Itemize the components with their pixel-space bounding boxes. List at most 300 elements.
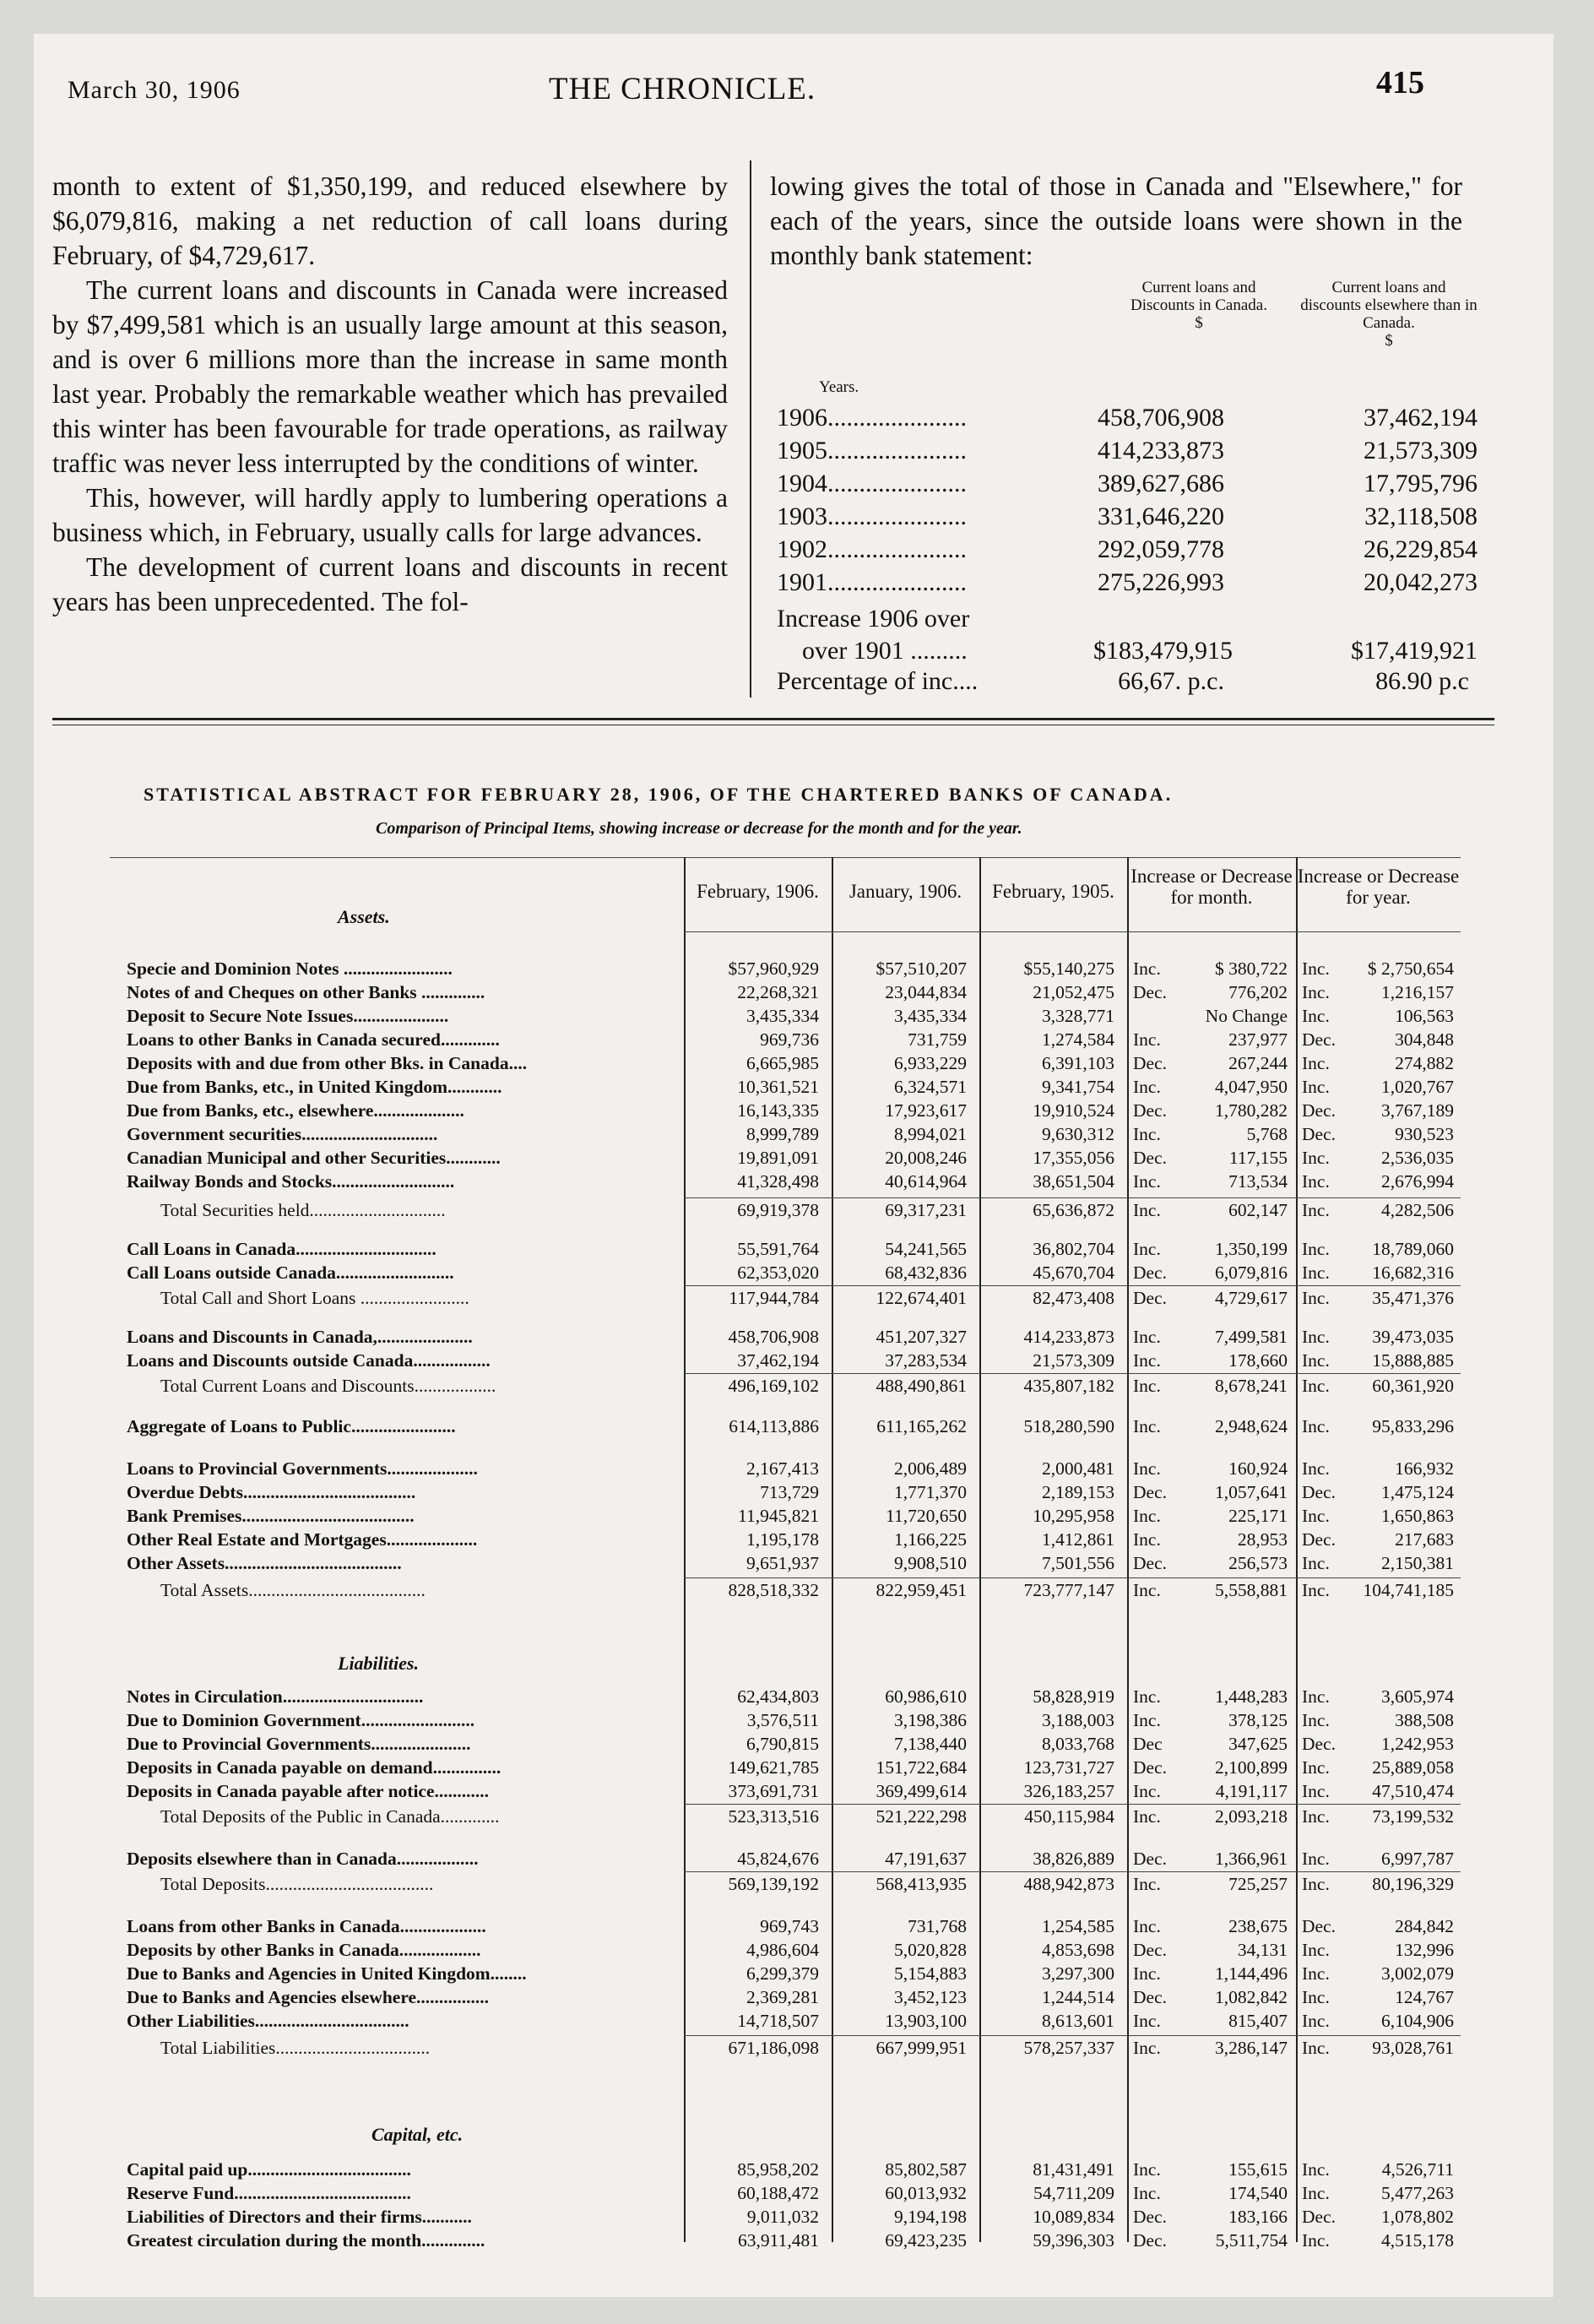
feb-1906-value: 2,369,281 [746,1987,819,2007]
year-change-value: 284,842 [1395,1916,1454,1936]
month-change-value: 8,678,241 [1215,1376,1288,1396]
year-change-type: Inc. [1302,1806,1330,1827]
right-column-text [770,169,1462,273]
year-change-type: Inc. [1302,1710,1330,1730]
table-row [110,1710,1461,1733]
feb-1906-value: 85,958,202 [737,2159,819,2180]
feb-1905-value: 3,297,300 [1042,1963,1114,1984]
row-label: Aggregate of Loans to Public....................... [127,1416,456,1436]
increase-label: Increase 1906 over [777,605,970,633]
year-change-value: 274,882 [1395,1053,1454,1073]
col-header-feb-1906: February, 1906. [697,881,819,902]
table-row [110,1940,1461,1963]
total-rule [684,2035,1461,2036]
percentage-label: Percentage of inc.... [777,667,979,695]
percentage-elsewhere: 86.90 p.c [1375,667,1469,695]
row-label: Reserve Fund....................................... [127,2183,411,2203]
year-change-value: 4,515,178 [1381,2230,1454,2251]
month-change-type: Inc. [1133,1029,1161,1050]
total-rule [684,1804,1461,1805]
canada-value: 458,706,908 [1098,404,1224,432]
jan-1906-value: 68,432,836 [885,1262,967,1283]
jan-1906-value: 47,191,637 [885,1849,967,1869]
month-change-value: 776,202 [1228,982,1288,1002]
feb-1905-value: 65,636,872 [1033,1200,1114,1220]
feb-1905-value: 8,033,768 [1042,1734,1114,1754]
col-header-month-change: Increase or Decrease for month. [1130,866,1293,908]
year-change-value: 132,996 [1395,1940,1454,1960]
year-change-type: Inc. [1302,2011,1330,2031]
month-change-value: 237,977 [1228,1029,1288,1050]
publication-title: THE CHRONICLE. [549,72,816,106]
row-label: Other Liabilities.................................. [127,2011,409,2031]
table-row [110,1100,1461,1123]
year-change-type: Inc. [1302,1416,1330,1436]
page-number: 415 [1376,65,1424,100]
jan-1906-value: 85,802,587 [885,2159,967,2180]
month-change-value: 5,768 [1246,1124,1288,1144]
total-rule [684,1373,1461,1374]
year-change-type: Dec. [1302,2207,1336,2227]
month-change-value: 117,155 [1228,1148,1288,1168]
month-change-value: 174,540 [1228,2183,1288,2203]
year-change-type: Inc. [1302,2183,1330,2203]
feb-1906-value: 496,169,102 [728,1376,819,1396]
table-row [110,1916,1461,1939]
year-change-type: Inc. [1302,1987,1330,2007]
feb-1906-value: 969,743 [760,1916,819,1936]
month-change-type: Inc. [1133,1171,1161,1192]
elsewhere-value: 26,229,854 [1364,535,1477,563]
feb-1905-value: 414,233,873 [1023,1327,1114,1347]
feb-1905-value: 54,711,209 [1033,2183,1114,2203]
row-label: Bank Premises...................................... [127,1506,415,1526]
month-change-value: 155,615 [1228,2159,1288,2180]
row-label: Total Deposits..................................... [160,1874,434,1894]
feb-1906-value: 11,945,821 [738,1506,819,1526]
canada-value: 331,646,220 [1098,502,1224,530]
feb-1905-value: 518,280,590 [1023,1416,1114,1436]
feb-1905-value: 326,183,257 [1023,1781,1114,1801]
jan-1906-value: 3,198,386 [894,1710,967,1730]
feb-1905-value: 21,052,475 [1033,982,1114,1002]
feb-1906-value: 523,313,516 [728,1806,819,1827]
month-change-type: Inc. [1133,1806,1161,1827]
year-change-value: 2,150,381 [1381,1553,1454,1573]
elsewhere-value: 17,795,796 [1364,470,1477,497]
header-text: Current loans and Discounts in Canada. [1130,279,1267,314]
year-change-value: 4,282,506 [1381,1200,1454,1220]
row-label: Total Assets....................................... [160,1580,426,1600]
year-label: 1904...................... [777,470,967,497]
year-change-value: 5,477,263 [1381,2183,1454,2203]
jan-1906-value: 1,166,225 [894,1529,967,1550]
month-change-type: Dec. [1133,1553,1167,1573]
month-change-value: 267,244 [1228,1053,1288,1073]
canada-value: 414,233,873 [1098,437,1224,464]
year-change-type: Inc. [1302,1200,1330,1220]
year-change-type: Inc. [1302,1849,1330,1869]
month-change-type: Dec. [1133,2230,1167,2251]
year-change-type: Dec. [1302,1029,1336,1050]
feb-1906-value: 2,167,413 [746,1458,819,1479]
col-header-jan-1906: January, 1906. [849,881,962,902]
unit-symbol: $ [1195,314,1203,332]
unit-symbol: $ [1385,332,1393,350]
feb-1905-value: 19,910,524 [1033,1100,1114,1121]
table-row [110,1124,1461,1147]
year-change-value: 35,471,376 [1372,1288,1454,1308]
section-liabilities: Liabilities. [338,1653,419,1674]
increase-label: over 1901 ......... [802,637,968,665]
feb-1906-value: 713,729 [760,1482,819,1502]
years-header-row [777,378,1477,400]
month-change-value: 238,675 [1228,1916,1288,1936]
month-change-value: 1,350,199 [1215,1239,1288,1259]
left-column-text [52,169,728,619]
col-header-year-change: Increase or Decrease for year. [1297,866,1460,908]
month-change-value: $ 380,722 [1215,958,1288,979]
feb-1905-value: 38,826,889 [1033,1849,1114,1869]
row-label: Liabilities of Directors and their firms........... [127,2207,472,2227]
row-label: Total Call and Short Loans ........................ [160,1288,469,1308]
year-change-type: Inc. [1302,2230,1330,2251]
year-change-value: 124,767 [1395,1987,1454,2007]
month-change-type: Dec [1133,1734,1163,1754]
feb-1906-value: 6,299,379 [746,1963,819,1984]
feb-1906-value: 1,195,178 [746,1529,819,1550]
month-change-type: Inc. [1133,1916,1161,1936]
feb-1906-value: 3,576,511 [746,1710,819,1730]
row-label: Total Current Loans and Discounts.................. [160,1376,496,1396]
feb-1905-value: 3,328,771 [1042,1006,1114,1026]
year-change-type: Inc. [1302,1148,1330,1168]
table-row [110,1327,1461,1349]
month-change-value: 160,924 [1228,1458,1288,1479]
table-row [110,1529,1461,1552]
feb-1906-value: 62,434,803 [737,1686,819,1707]
month-change-type: Dec. [1133,2207,1167,2227]
row-label: Call Loans in Canada............................... [127,1239,436,1259]
year-change-value: 930,523 [1395,1124,1454,1144]
month-change-type: Dec. [1133,1053,1167,1073]
feb-1906-value: 9,651,937 [746,1553,819,1573]
month-change-type: Inc. [1133,2183,1161,2203]
increase-canada: $183,479,915 [1093,637,1233,665]
jan-1906-value: 9,908,510 [894,1553,967,1573]
feb-1906-value: 37,462,194 [737,1350,819,1371]
table-row [110,1006,1461,1029]
feb-1906-value: 22,268,321 [737,982,819,1002]
feb-1905-value: 82,473,408 [1033,1288,1114,1308]
year-change-value: 106,563 [1395,1006,1454,1026]
table-row [110,1288,1461,1311]
month-change-type: Inc. [1133,1416,1161,1436]
feb-1905-value: 435,807,182 [1023,1376,1114,1396]
table-row [110,2207,1461,2229]
feb-1906-value: 6,665,985 [746,1053,819,1073]
feb-1906-value: 614,113,886 [729,1416,819,1436]
month-change-type: Inc. [1133,1529,1161,1550]
feb-1905-value: 2,189,153 [1042,1482,1114,1502]
month-change-type: Inc. [1133,1506,1161,1526]
table-row [110,1262,1461,1285]
jan-1906-value: 69,423,235 [885,2230,967,2251]
year-change-value: 95,833,296 [1372,1416,1454,1436]
percentage-canada: 66,67. p.c. [1118,667,1224,695]
month-change-value: 713,534 [1228,1171,1288,1192]
jan-1906-value: 2,006,489 [894,1458,967,1479]
jan-1906-value: 8,994,021 [894,1124,967,1144]
feb-1905-value: 9,630,312 [1042,1124,1114,1144]
year-change-type: Inc. [1302,1781,1330,1801]
month-change-type: Inc. [1133,1781,1161,1801]
jan-1906-value: 151,722,684 [876,1757,967,1778]
month-change-type: Inc. [1133,1239,1161,1259]
year-change-type: Dec. [1302,1529,1336,1550]
jan-1906-value: 568,413,935 [876,1874,967,1894]
year-change-value: 80,196,329 [1372,1874,1454,1894]
month-change-value: 1,448,283 [1215,1686,1288,1707]
feb-1905-value: 9,341,754 [1042,1077,1114,1097]
header-text: Current loans and discounts elsewhere than in Canada. [1300,279,1477,332]
year-change-type: Inc. [1302,1053,1330,1073]
jan-1906-value: 5,020,828 [894,1940,967,1960]
table-row [110,1077,1461,1100]
row-label: Deposits by other Banks in Canada.................. [127,1940,481,1960]
total-rule [684,1197,1461,1198]
column-divider [750,160,751,698]
canada-column-header [1114,279,1283,332]
jan-1906-value: 7,138,440 [894,1734,967,1754]
jan-1906-value: 69,317,231 [885,1200,967,1220]
month-change-type: Inc. [1133,1874,1161,1894]
month-change-type: Dec. [1133,1148,1167,1168]
canada-value: 275,226,993 [1098,568,1224,596]
year-change-type: Inc. [1302,1350,1330,1371]
feb-1906-value: 458,706,908 [728,1327,819,1347]
row-label: Greatest circulation during the month.............. [127,2230,485,2251]
jan-1906-value: 23,044,834 [885,982,967,1002]
jan-1906-value: 37,283,534 [885,1350,967,1371]
feb-1905-value: 10,089,834 [1033,2207,1114,2227]
year-change-value: 2,536,035 [1381,1148,1454,1168]
years-label: Years. [819,378,859,396]
row-label: Notes of and Cheques on other Banks .............. [127,982,485,1002]
total-rule [684,1577,1461,1578]
feb-1906-value: 3,435,334 [746,1006,819,1026]
table-row [110,1580,1461,1603]
feb-1905-value: 3,188,003 [1042,1710,1114,1730]
feb-1906-value: 60,188,472 [737,2183,819,2203]
year-change-value: 2,676,994 [1381,1171,1454,1192]
jan-1906-value: 731,759 [908,1029,967,1050]
feb-1905-value: 17,355,056 [1033,1148,1114,1168]
feb-1906-value: 117,944,784 [729,1288,819,1308]
month-change-value: 225,171 [1228,1506,1288,1526]
jan-1906-value: 1,771,370 [894,1482,967,1502]
jan-1906-value: 9,194,198 [894,2207,967,2227]
feb-1905-value: 1,412,861 [1042,1529,1114,1550]
month-change-value: 347,625 [1228,1734,1288,1754]
row-label: Due to Dominion Government......................... [127,1710,475,1730]
year-change-value: 25,889,058 [1372,1757,1454,1778]
month-change-type: Inc. [1133,1124,1161,1144]
month-change-type: Dec. [1133,982,1167,1002]
feb-1905-value: 723,777,147 [1023,1580,1114,1600]
month-change-value: 378,125 [1228,1710,1288,1730]
feb-1905-value: 4,853,698 [1042,1940,1114,1960]
year-change-type: Inc. [1302,1458,1330,1479]
table-row [110,1757,1461,1780]
year-change-value: 15,888,885 [1372,1350,1454,1371]
year-label: 1901...................... [777,568,967,596]
month-change-value: 6,079,816 [1215,1262,1288,1283]
jan-1906-value: 5,154,883 [894,1963,967,1984]
year-change-value: 93,028,761 [1372,2038,1454,2058]
percentage-row [777,667,1477,701]
year-label: 1902...................... [777,535,967,563]
year-row [777,568,1477,602]
feb-1906-value: 828,518,332 [728,1580,819,1600]
month-change-value: 178,660 [1228,1350,1288,1371]
increase-row-values [777,637,1477,671]
table-row [110,1350,1461,1373]
jan-1906-value: 369,499,614 [876,1781,967,1801]
table-row [110,1171,1461,1194]
year-change-type: Inc. [1302,1506,1330,1526]
month-change-type: Inc. [1133,1963,1161,1984]
year-change-value: 104,741,185 [1363,1580,1454,1600]
month-change-value: 256,573 [1228,1553,1288,1573]
year-change-type: Dec. [1302,1734,1336,1754]
month-change-type: Inc. [1133,1327,1161,1347]
jan-1906-value: 122,674,401 [876,1288,967,1308]
row-label: Deposits in Canada payable on demand............... [127,1757,502,1778]
year-change-value: 304,848 [1395,1029,1454,1050]
page-date: March 30, 1906 [68,76,241,104]
feb-1906-value: 149,621,785 [728,1757,819,1778]
feb-1905-value: 45,670,704 [1033,1262,1114,1283]
year-change-type: Inc. [1302,1376,1330,1396]
jan-1906-value: 822,959,451 [876,1580,967,1600]
year-row [777,470,1477,503]
row-label: Deposits in Canada payable after notice............ [127,1781,490,1801]
year-change-value: 1,475,124 [1381,1482,1454,1502]
month-change-type: Inc. [1133,1458,1161,1479]
jan-1906-value: 60,013,932 [885,2183,967,2203]
year-label: 1905...................... [777,437,967,464]
row-label: Total Securities held.............................. [160,1200,446,1220]
jan-1906-value: 54,241,565 [885,1239,967,1259]
jan-1906-value: 488,490,861 [876,1376,967,1396]
year-change-value: 18,789,060 [1372,1239,1454,1259]
feb-1906-value: 4,986,604 [746,1940,819,1960]
jan-1906-value: 3,452,123 [894,1987,967,2007]
year-label: 1903...................... [777,502,967,530]
year-change-value: 1,216,157 [1381,982,1454,1002]
jan-1906-value: 451,207,327 [876,1327,967,1347]
year-change-type: Inc. [1302,1580,1330,1600]
year-change-type: Inc. [1302,1686,1330,1707]
feb-1905-value: 7,501,556 [1042,1553,1114,1573]
month-change-type: Inc. [1133,2159,1161,2180]
year-label: 1906...................... [777,404,967,432]
table-row [110,1029,1461,1052]
table-row [110,982,1461,1005]
section-rule [52,718,1494,720]
row-label: Due to Banks and Agencies elsewhere................ [127,1987,490,2007]
feb-1905-value: $55,140,275 [1023,958,1114,979]
row-label: Deposits elsewhere than in Canada.................. [127,1849,479,1869]
row-label: Loans and Discounts in Canada,..................... [127,1327,473,1347]
year-change-type: Dec. [1302,1482,1336,1502]
row-label: Due from Banks, etc., elsewhere.................... [127,1100,464,1121]
month-change-type: Dec. [1133,1849,1167,1869]
year-change-type: Inc. [1302,1262,1330,1283]
month-change-value: 1,057,641 [1215,1482,1288,1502]
table-row [110,1806,1461,1829]
feb-1906-value: 373,691,731 [728,1781,819,1801]
feb-1905-value: 578,257,337 [1023,2038,1114,2058]
month-change-value: 1,082,842 [1215,1987,1288,2007]
year-change-type: Inc. [1302,1940,1330,1960]
month-change-value: 5,511,754 [1215,2230,1288,2251]
month-change-type: Dec. [1133,1757,1167,1778]
total-rule [684,1871,1461,1872]
jan-1906-value: 611,165,262 [876,1416,967,1436]
month-change-type: Dec. [1133,1288,1167,1308]
feb-1905-value: 81,431,491 [1033,2159,1114,2180]
row-label: Canadian Municipal and other Securities............ [127,1148,501,1168]
abstract-table [110,857,1461,2251]
table-row [110,1200,1461,1223]
row-label: Call Loans outside Canada.......................... [127,1262,454,1283]
elsewhere-column-header [1300,279,1477,350]
increase-elsewhere: $17,419,921 [1351,637,1477,665]
jan-1906-value: 13,903,100 [885,2011,967,2031]
year-change-value: 1,242,953 [1381,1734,1454,1754]
year-change-type: Dec. [1302,1100,1336,1121]
jan-1906-value: 20,008,246 [885,1148,967,1168]
feb-1906-value: 63,911,481 [738,2230,819,2251]
row-label: Other Assets....................................... [127,1553,402,1573]
year-change-type: Inc. [1302,2159,1330,2180]
month-change-value: 2,948,624 [1215,1416,1288,1436]
total-rule [684,1285,1461,1286]
paragraph: The current loans and discounts in Canada were increased by $7,499,581 which is an usually large amount at this season, and is over 6 millions more than the increase in same month last year. Probably the remarkable weather which has prevailed this winter has been favourable for trade operations, as railway traffic was never less interrupted by the conditions of winter. [52,275,728,478]
month-change-value: 3,286,147 [1215,2038,1288,2058]
year-change-value: 73,199,532 [1372,1806,1454,1827]
newspaper-page [34,34,1553,2297]
table-row [110,1553,1461,1576]
row-label: Loans to Provincial Governments.................... [127,1458,478,1479]
month-change-value: 1,366,961 [1215,1849,1288,1869]
jan-1906-value: 60,986,610 [885,1686,967,1707]
table-row [110,1686,1461,1709]
year-change-type: Inc. [1302,1171,1330,1192]
month-change-value: 2,093,218 [1215,1806,1288,1827]
table-row [110,1416,1461,1439]
month-change-type: Inc. [1133,1686,1161,1707]
feb-1906-value: 69,919,378 [737,1200,819,1220]
year-change-type: Dec. [1302,1916,1336,1936]
year-change-type: Inc. [1302,1288,1330,1308]
jan-1906-value: 3,435,334 [894,1006,967,1026]
paragraph: This, however, will hardly apply to lumbering operations a business which, in February, usually calls for large advances. [52,483,728,547]
year-change-type: Inc. [1302,1757,1330,1778]
year-change-value: 6,997,787 [1381,1849,1454,1869]
